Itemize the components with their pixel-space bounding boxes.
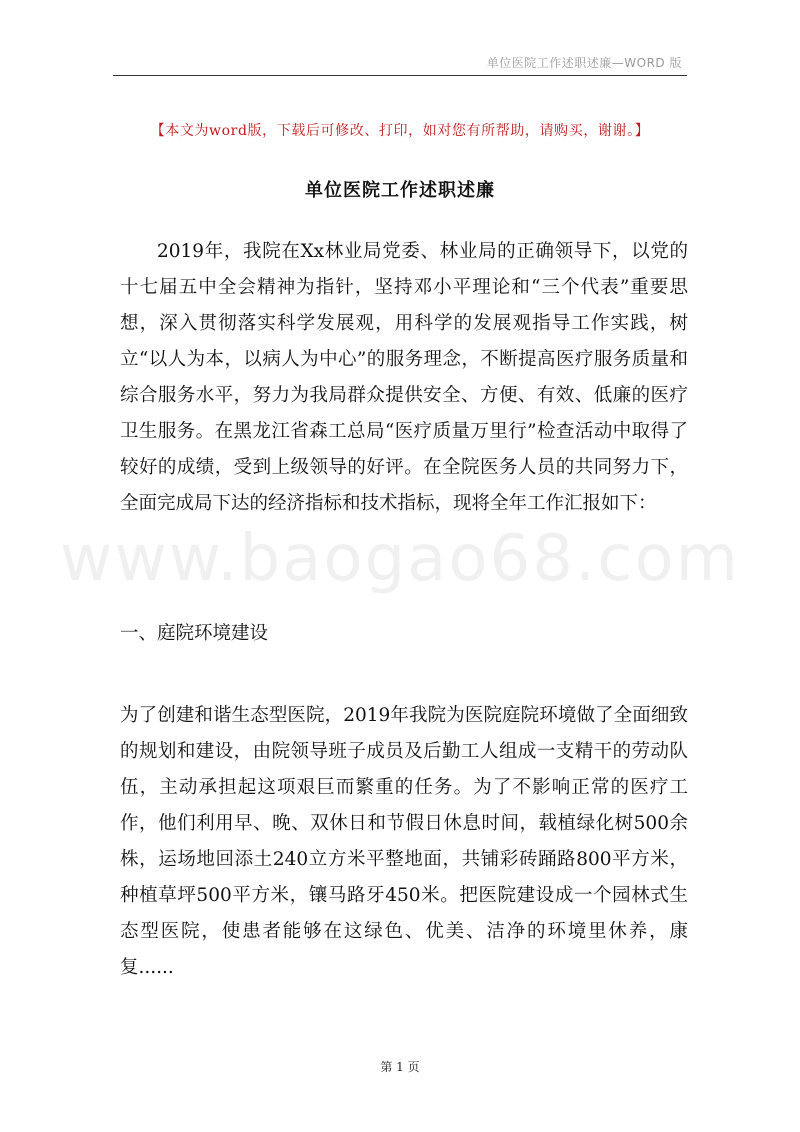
section-heading: 一、庭院环境建设 xyxy=(120,623,269,644)
section-paragraph: 为了创建和谐生态型医院，2019年我院为医院庭院环境做了全面细致的规划和建设，由院领导班子成员及后勤工人组成一支精干的劳动队伍，主动承担起这项艰巨而繁重的任务。为了不影响正常的医疗工作，他们利用早、晚、双休日和节假日休息时间，载植绿化树500余株，运场地回添土240立方米平整地面，共铺彩砖踊路800平方米，种植草坪500平方米，镶马路牙450米。把医院建设成一个园林式生态型医院，使患者能够在这绿色、优美、洁净的环境里休养，康复...... xyxy=(120,705,688,978)
header-divider xyxy=(113,75,687,76)
purchase-notice: 【本文为word版，下载后可修改、打印，如对您有所帮助，请购买，谢谢。】 xyxy=(150,123,650,139)
page-header-text: 单位医院工作述职述廉—WORD 版 xyxy=(486,56,682,70)
watermark: www.baogao68.com xyxy=(60,522,740,596)
document-title: 单位医院工作述职述廉 xyxy=(305,180,495,201)
page-number: 第 1 页 xyxy=(380,1060,420,1074)
intro-paragraph: 2019年，我院在Xx林业局党委、林业局的正确领导下，以党的十七届五中全会精神为指针，坚持邓小平理论和“三个代表”重要思想，深入贯彻落实科学发展观，用科学的发展观指导工作实践，树立“以人为本，以病人为中心”的服务理念，不断提高医疗服务质量和综合服务水平，努力为我局群众提供安全、方便、有效、低廉的医疗卫生服务。在黑龙江省森工总局“医疗质量万里行”检查活动中取得了较好的成绩，受到上级领导的好评。在全院医务人员的共同努力下，全面完成局下达的经济指标和技术指标，现将全年工作汇报如下： xyxy=(120,241,688,514)
